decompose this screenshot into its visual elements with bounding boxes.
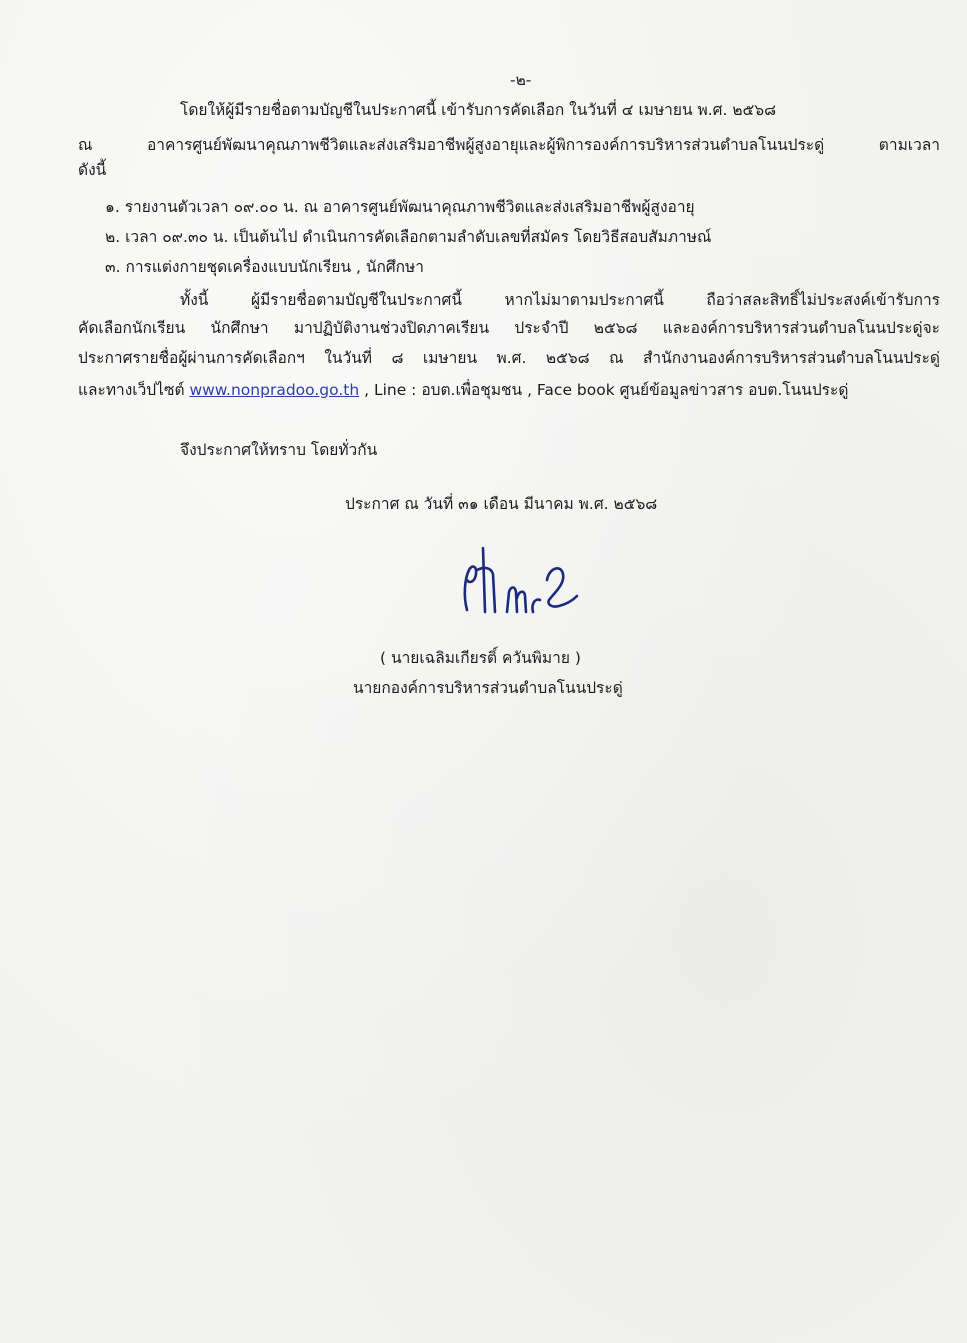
list-item-2: ๒. เวลา ๐๙.๓๐ น. เป็นต้นไป ดำเนินการคัดเลือกตามลำดับเลขที่สมัคร โดยวิธีสอบสัมภาษณ์ [105, 228, 712, 246]
page-number: -๒- [510, 71, 532, 89]
list-item-3: ๓. การแต่งกายชุดเครื่องแบบนักเรียน , นักศึกษา [105, 258, 424, 276]
intro-line-3: ดังนี้ [78, 161, 107, 179]
signature-mark [455, 540, 585, 620]
intro-line-1: โดยให้ผู้มีรายชื่อตามบัญชีในประกาศนี้ เข้ารับการคัดเลือก ในวันที่ ๔ เมษายน พ.ศ. ๒๕๖๘ [180, 101, 777, 119]
para-line-1: ทั้งนี้ ผู้มีรายชื่อตามบัญชีในประกาศนี้ หากไม่มาตามประกาศนี้ ถือว่าสละสิทธิ์ไม่ประสงค์เข้ารับการ [180, 291, 940, 309]
signer-name: ( นายเฉลิมเกียรติ์ ควันพิมาย ) [380, 649, 581, 667]
para-line-4-suffix: , Line : อบต.เพื่อชุมชน , Face book ศูนย์ข้อมูลข่าวสาร อบต.โนนประดู่ [359, 381, 849, 399]
para-line-4 [78, 380, 848, 400]
para-line-2: คัดเลือกนักเรียน นักศึกษา มาปฏิบัติงานช่วงปิดภาคเรียน ประจำปี ๒๕๖๘ และองค์การบริหารส่วนตำบลโนนประดู่จะ [78, 319, 940, 337]
para-line-3: ประกาศรายชื่อผู้ผ่านการคัดเลือกฯ ในวันที่ ๘ เมษายน พ.ศ. ๒๕๖๘ ณ สำนักงานองค์การบริหารส่วนตำบลโนนประดู่ [78, 349, 940, 367]
para-line-4-prefix: และทางเว็ปไซต์ [78, 381, 190, 399]
website-link[interactable]: www.nonpradoo.go.th [189, 381, 360, 399]
signer-title: นายกองค์การบริหารส่วนตำบลโนนประดู่ [353, 679, 623, 697]
closing-statement: จึงประกาศให้ทราบ โดยทั่วกัน [180, 441, 378, 459]
announcement-date: ประกาศ ณ วันที่ ๓๑ เดือน มีนาคม พ.ศ. ๒๕๖๘ [345, 495, 658, 513]
intro-line-2: ณ อาคารศูนย์พัฒนาคุณภาพชีวิตและส่งเสริมอาชีพผู้สูงอายุและผู้พิการองค์การบริหารส่วนตำบลโนนประดู่ ตามเวลา [78, 136, 940, 154]
list-item-1: ๑. รายงานตัวเวลา ๐๙.๐๐ น. ณ อาคารศูนย์พัฒนาคุณภาพชีวิตและส่งเสริมอาชีพผู้สูงอายุ [105, 198, 695, 216]
